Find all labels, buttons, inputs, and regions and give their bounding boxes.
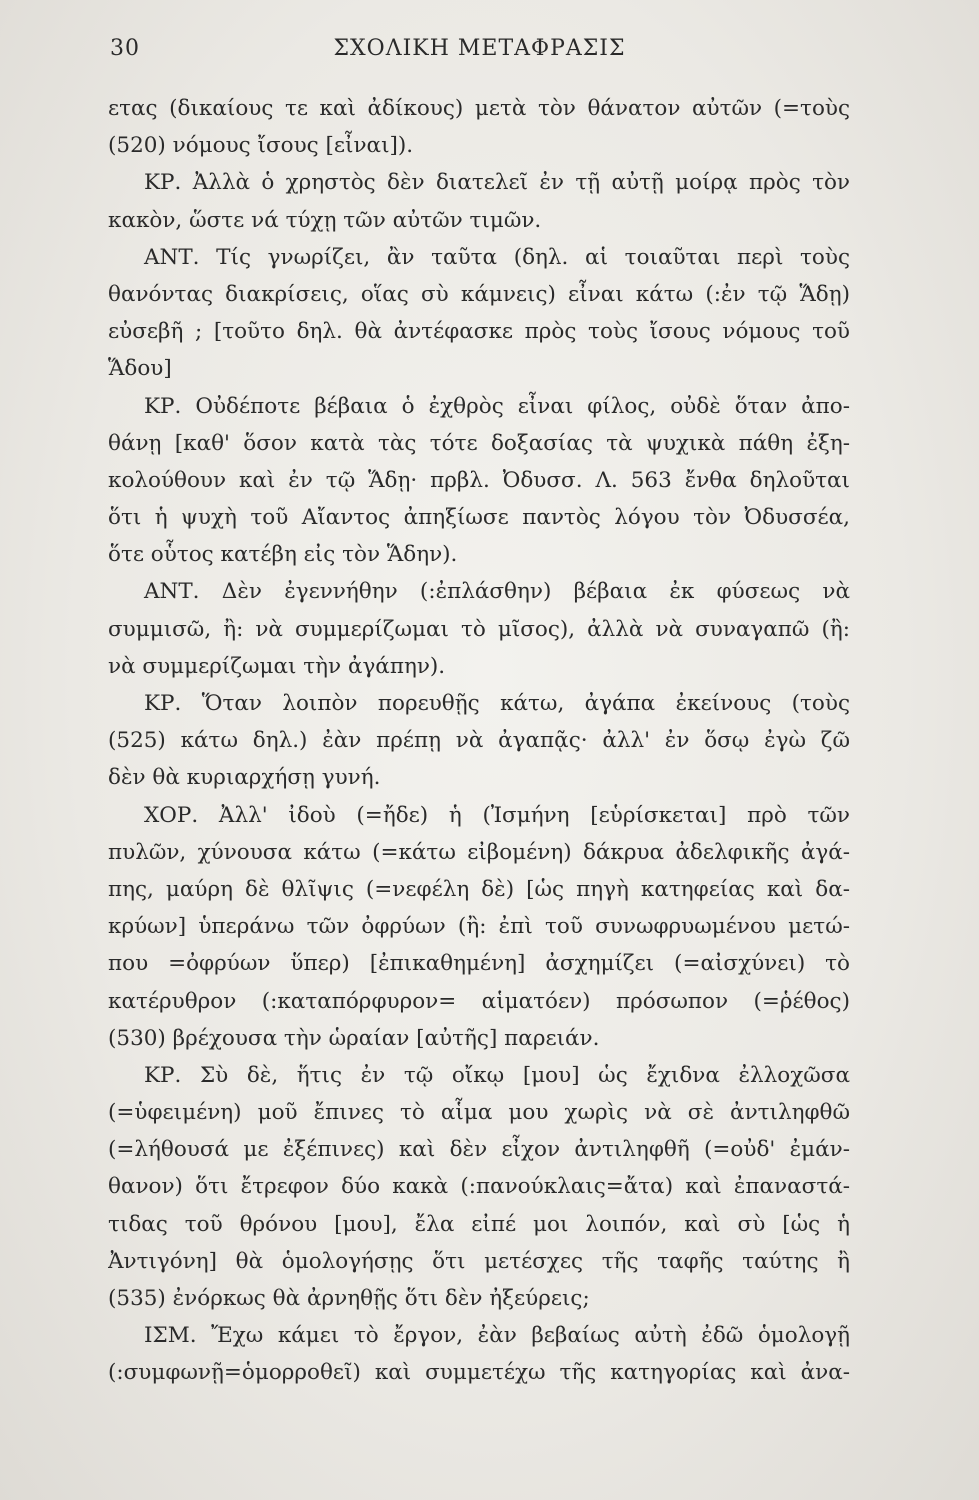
text-line: ΚΡ. Ὅταν λοιπὸν πορευθῇς κάτω, ἀγάπα ἐκείνους (τοὺς bbox=[144, 691, 850, 716]
text-line: πης, μαύρη δὲ θλῖψις (=νεφέλη δὲ) [ὡς πηγὴ κατηφείας καὶ δα- bbox=[108, 876, 850, 902]
text-line: που =ὀφρύων ὕπερ) [ἐπικαθημένη] ἀσχημίζει (=αἰσχύνει) τὸ bbox=[108, 951, 850, 977]
text-line: θάνῃ [καθ' ὅσον κατὰ τὰς τότε δοξασίας τὰ ψυχικὰ πάθη ἐξη- bbox=[108, 430, 850, 456]
text-line: εὐσεβῆ ; [τοῦτο δηλ. θὰ ἀντέφασκε πρὸς τοὺς ἴσους νόμους τοῦ bbox=[108, 319, 850, 345]
text-line: (=ὑφειμένη) μοῦ ἔπινες τὸ αἷμα μου χωρὶς νὰ σὲ ἀντιληφθῶ bbox=[108, 1100, 850, 1126]
text-line: ὅτι ἡ ψυχὴ τοῦ Αἴαντος ἀπηξίωσε παντὸς λόγου τὸν Ὀδυσσέα, bbox=[108, 505, 850, 531]
text-line: συμμισῶ, ἢ: νὰ συμμερίζωμαι τὸ μῖσος), ἀλλὰ νὰ συναγαπῶ (ἢ: bbox=[108, 616, 850, 642]
text-line: θανόντας διακρίσεις, οἵας σὺ κάμνεις) εἶναι κάτω (:ἐν τῷ Ἅδῃ) bbox=[108, 281, 850, 307]
text-line: (525) κάτω δηλ.) ἐὰν πρέπῃ νὰ ἀγαπᾷς· ἀλλ' ἐν ὅσῳ ἐγὼ ζῶ bbox=[108, 728, 850, 754]
text-line: δὲν θὰ κυριαρχήσῃ γυνή. bbox=[108, 765, 381, 791]
text-line: ΑΝΤ. Τίς γνωρίζει, ἂν ταῦτα (δηλ. αἱ τοιαῦται περὶ τοὺς bbox=[144, 244, 850, 270]
text-line: (520) νόμους ἴσους [εἶναι]). bbox=[108, 133, 414, 159]
text-line: (530) βρέχουσα τὴν ὡραίαν [αὐτῆς] παρειάν. bbox=[108, 1025, 600, 1051]
text-line: πυλῶν, χύνουσα κάτω (=κάτω εἰβομένη) δάκρυα ἀδελφικῆς ἀγά- bbox=[108, 839, 850, 865]
text-line: (:συμφωνῇ=ὁμορροθεῖ) καὶ συμμετέχω τῆς κατηγορίας καὶ ἀνα- bbox=[108, 1360, 850, 1386]
text-line: Ἅδου] bbox=[108, 356, 172, 382]
text-line: κακὸν, ὥστε νά τύχῃ τῶν αὐτῶν τιμῶν. bbox=[108, 207, 542, 233]
text-line: ΚΡ. Σὺ δὲ, ἥτις ἐν τῷ οἴκῳ [μου] ὡς ἔχιδνα ἐλλοχῶσα bbox=[144, 1062, 850, 1088]
text-line: κρύων] ὑπεράνω τῶν ὀφρύων (ἢ: ἐπὶ τοῦ συνωφρυωμένου μετώ- bbox=[108, 914, 850, 940]
text-line: κολούθουν καὶ ἐν τῷ Ἅδῃ· πρβλ. Ὀδυσσ. Λ. 563 ἔνθα δηλοῦται bbox=[108, 467, 850, 493]
text-line: νὰ συμμερίζωμαι τὴν ἀγάπην). bbox=[108, 653, 446, 679]
page-number: 30 bbox=[110, 36, 140, 61]
text-line: ΧΟΡ. Ἀλλ' ἰδοὺ (=ἤδε) ἡ (Ἰσμήνη [εὑρίσκεται] πρὸ τῶν bbox=[144, 802, 850, 828]
text-line: ΙΣΜ. Ἔχω κάμει τὸ ἔργον, ἐὰν βεβαίως αὐτὴ ἐδῶ ὁμολογῇ bbox=[144, 1323, 850, 1349]
text-line: ὅτε οὗτος κατέβη εἰς τὸν Ἅδην). bbox=[108, 542, 458, 568]
text-line: ετας (δικαίους τε καὶ ἀδίκους) μετὰ τὸν θάνατον αὐτῶν (=τοὺς bbox=[108, 96, 850, 121]
book-title: ΣΧΟΛΙΚΗ ΜΕΤΑΦΡΑΣΙΣ bbox=[333, 36, 626, 61]
text-line: ΚΡ. Οὐδέποτε βέβαια ὁ ἐχθρὸς εἶναι φίλος, οὐδὲ ὅταν ἀπο- bbox=[144, 393, 850, 419]
text-line: (=λήθουσά με ἐξέπινες) καὶ δὲν εἶχον ἀντιληφθῆ (=οὐδ' ἐμάν- bbox=[108, 1137, 850, 1163]
text-line: (535) ἐνόρκως θὰ ἀρνηθῇς ὅτι δὲν ἠξεύρεις; bbox=[108, 1286, 590, 1311]
text-line: Ἀντιγόνη] θὰ ὁμολογήσῃς ὅτι μετέσχες τῆς ταφῆς ταύτης ἢ bbox=[108, 1248, 850, 1274]
text-line: τιδας τοῦ θρόνου [μου], ἔλα εἰπέ μοι λοιπόν, καὶ σὺ [ὡς ἡ bbox=[108, 1211, 850, 1237]
text-line: ΑΝΤ. Δὲν ἐγεννήθην (:ἐπλάσθην) βέβαια ἐκ φύσεως νὰ bbox=[144, 579, 850, 605]
text-line: θανον) ὅτι ἔτρεφον δύο κακὰ (:πανούκλαις=ἄτα) καὶ ἐπαναστά- bbox=[108, 1174, 850, 1200]
text-line: κατέρυθρον (:καταπόρφυρον= αἱματόεν) πρόσωπον (=ῥέθος) bbox=[108, 988, 850, 1014]
running-head bbox=[110, 36, 849, 66]
body-text bbox=[108, 90, 850, 1392]
text-line: ΚΡ. Ἀλλὰ ὁ χρηστὸς δὲν διατελεῖ ἐν τῇ αὐτῇ μοίρᾳ πρὸς τὸν bbox=[144, 170, 850, 196]
